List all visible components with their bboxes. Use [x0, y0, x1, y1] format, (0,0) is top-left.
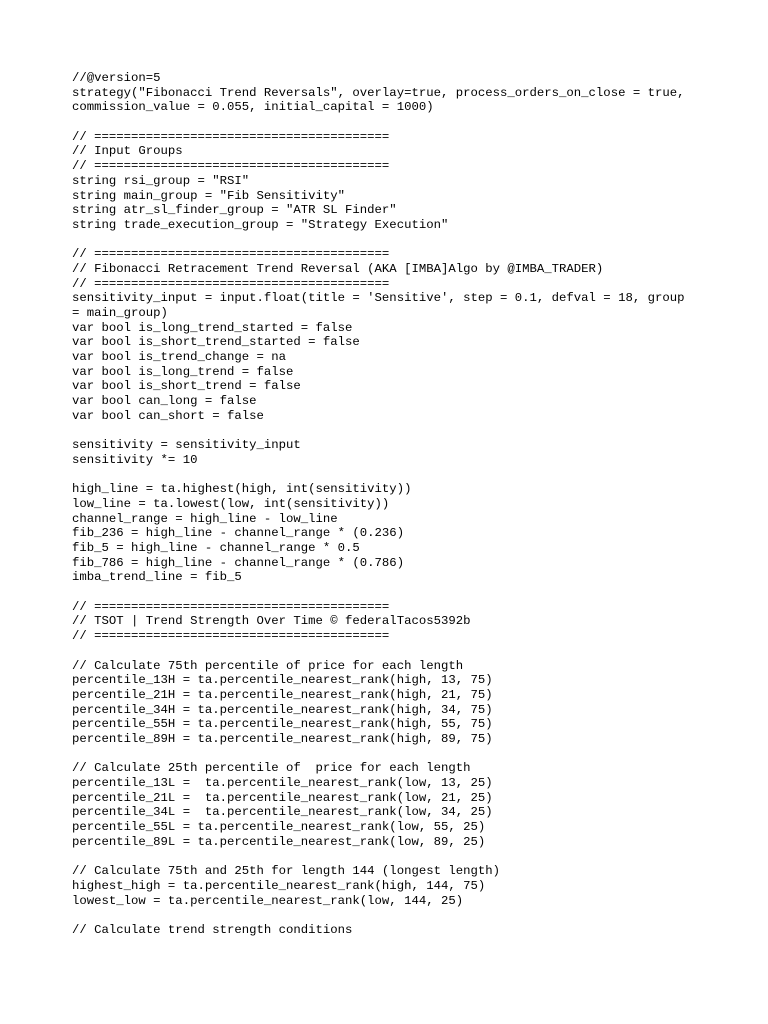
code-line: fib_5 = high_line - channel_range * 0.5 — [72, 541, 360, 555]
code-line: percentile_34L = ta.percentile_nearest_rank(low, 34, 25) — [72, 805, 493, 820]
code-line: sensitivity_input = input.float(title = 'Sensitive', step = 0.1, defval = 18, group — [72, 291, 685, 306]
code-line: highest_high = ta.percentile_nearest_rank(high, 144, 75) — [72, 878, 486, 893]
code-line: high_line = ta.highest(high, int(sensitivity)) — [72, 482, 412, 497]
code-line: var bool is_trend_change = na — [72, 350, 287, 365]
code-line: percentile_55H = ta.percentile_nearest_rank(high, 55, 75) — [72, 717, 493, 732]
code-line: // TSOT | Trend Strength Over Time © federalTacos5392b — [72, 614, 471, 629]
code-line: var bool can_long = false — [72, 394, 257, 409]
code-line: channel_range = high_line - low_line — [72, 511, 338, 526]
code-line: // ======================================== — [72, 629, 390, 644]
code-line — [72, 585, 712, 600]
code-document — [72, 71, 712, 938]
code-line — [72, 424, 712, 439]
code-line: // Input Groups — [72, 144, 183, 159]
code-line: percentile_89L = ta.percentile_nearest_rank(low, 89, 25) — [72, 834, 486, 849]
code-line: var bool is_long_trend_started = false — [72, 320, 353, 335]
code-line: // Calculate trend strength conditions — [72, 922, 353, 937]
code-line: sensitivity *= 10 — [72, 452, 198, 467]
code-line: imba_trend_line = fib_5 — [72, 570, 242, 585]
code-line: //@version=5 — [72, 71, 161, 85]
code-line: // ======================================== — [72, 159, 390, 174]
code-line: percentile_34H = ta.percentile_nearest_rank(high, 34, 75) — [72, 702, 493, 717]
code-line — [72, 644, 712, 659]
code-line — [72, 233, 712, 248]
code-line: = main_group) — [72, 306, 168, 320]
code-line: fib_786 = high_line - channel_range * (0.786) — [72, 555, 405, 570]
code-line: low_line = ta.lowest(low, int(sensitivity)) — [72, 496, 390, 511]
code-line: string trade_execution_group = "Strategy Execution" — [72, 217, 449, 232]
code-line: string atr_sl_finder_group = "ATR SL Finder" — [72, 203, 397, 218]
code-line: strategy("Fibonacci Trend Reversals", overlay=true, process_orders_on_close = true, — [72, 85, 685, 100]
code-line: percentile_13L = ta.percentile_nearest_rank(low, 13, 25) — [72, 776, 493, 790]
code-line: // ======================================== — [72, 599, 390, 614]
code-line — [72, 115, 712, 130]
code-line — [72, 849, 712, 864]
code-line: percentile_55L = ta.percentile_nearest_rank(low, 55, 25) — [72, 820, 486, 835]
code-line: // ======================================== — [72, 276, 390, 291]
code-line: percentile_21H = ta.percentile_nearest_rank(high, 21, 75) — [72, 687, 493, 702]
code-line — [72, 747, 712, 762]
code-line: // Fibonacci Retracement Trend Reversal (AKA [IMBA]Algo by @IMBA_TRADER) — [72, 261, 604, 276]
code-line: percentile_89H = ta.percentile_nearest_rank(high, 89, 75) — [72, 731, 493, 746]
code-line: var bool is_short_trend_started = false — [72, 335, 360, 350]
code-line: var bool is_short_trend = false — [72, 379, 301, 394]
code-line: percentile_13H = ta.percentile_nearest_rank(high, 13, 75) — [72, 673, 493, 688]
code-line: // Calculate 75th and 25th for length 144 (longest length) — [72, 864, 501, 879]
code-line — [72, 468, 712, 483]
code-line: sensitivity = sensitivity_input — [72, 438, 301, 453]
code-line: string main_group = "Fib Sensitivity" — [72, 188, 346, 203]
code-line: percentile_21L = ta.percentile_nearest_rank(low, 21, 25) — [72, 790, 493, 805]
code-line: commission_value = 0.055, initial_capital = 1000) — [72, 100, 434, 115]
code-line: fib_236 = high_line - channel_range * (0.236) — [72, 526, 405, 541]
code-line — [72, 908, 712, 923]
code-line: var bool can_short = false — [72, 408, 264, 423]
code-line: // ======================================== — [72, 247, 390, 262]
code-line: lowest_low = ta.percentile_nearest_rank(low, 144, 25) — [72, 893, 464, 908]
code-line: // Calculate 75th percentile of price for each length — [72, 658, 464, 673]
code-line: var bool is_long_trend = false — [72, 364, 294, 379]
code-line: // ======================================== — [72, 129, 390, 144]
code-line: // Calculate 25th percentile of price for each length — [72, 761, 471, 776]
code-line: string rsi_group = "RSI" — [72, 173, 250, 188]
